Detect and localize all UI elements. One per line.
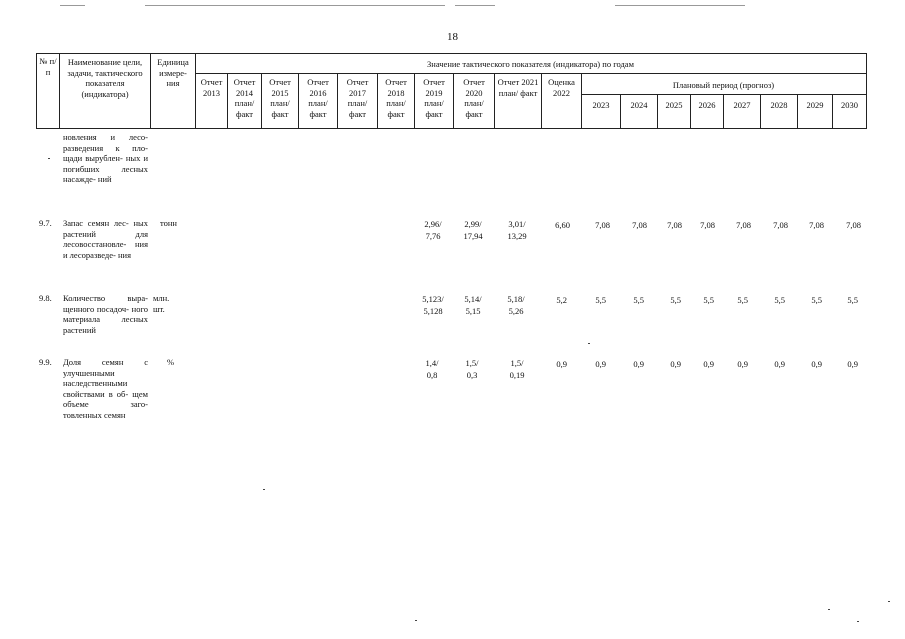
scan-speck — [48, 158, 50, 159]
scan-speck — [857, 621, 859, 622]
row-9-8-plan-2024: 5,5 — [633, 295, 644, 305]
row-9-8-value-2019: 5,123/ 5,128 — [422, 294, 444, 316]
header-plan-2026: 2026 — [698, 100, 716, 110]
scan-speck — [263, 489, 265, 490]
row-9-8-plan-2023: 5,5 — [595, 295, 606, 305]
header-year-2017: Отчет 2017 план/ факт — [346, 77, 369, 119]
header-number: № п/п — [39, 56, 57, 77]
row-9-8-plan-2027: 5,5 — [737, 295, 748, 305]
row-9-8-value-2020: 5,14/ 5,15 — [464, 294, 482, 316]
header-year-2019: Отчет 2019 план/ факт — [423, 77, 445, 119]
header-plan-2027: 2027 — [733, 100, 751, 110]
scan-edge-rule — [145, 5, 445, 6]
row-9-8-plan-2026: 5,5 — [703, 295, 714, 305]
row-9-7-value-2019: 2,96/ 7,76 — [424, 219, 442, 241]
row-9-9-plan-2025: 0,9 — [670, 359, 681, 369]
row-9-8-estimate-2022: 5,2 — [556, 295, 567, 305]
row-9-7-plan-2029: 7,08 — [809, 220, 824, 230]
header-year-2016: Отчет 2016 план/ факт — [307, 77, 329, 119]
row-9-8-plan-2029: 5,5 — [811, 295, 822, 305]
scan-edge-rule — [615, 5, 745, 6]
row-9-8-plan-2025: 5,5 — [670, 295, 681, 305]
row-9-7-value-2020: 2,99/ 17,94 — [463, 219, 483, 241]
header-year-2014: Отчет 2014 план/ факт — [233, 77, 256, 119]
scan-edge-rule — [60, 5, 85, 6]
row-9-7-estimate-2022: 6,60 — [555, 220, 570, 230]
header-year-2013: Отчет 2013 — [200, 77, 223, 98]
row-9-7-value-2021: 3,01/ 13,29 — [507, 219, 527, 241]
row-9-9-plan-2026: 0,9 — [703, 359, 714, 369]
row-9-8-plan-2030: 5,5 — [847, 295, 858, 305]
row-9-7-indicator-name: Запас семян лес- ных растений для лесовосстановле- ния и лесоразведе- ния — [63, 218, 148, 260]
row-9-8-value-2021: 5,18/ 5,26 — [507, 294, 525, 316]
row-9-9-number: 9.9. — [39, 357, 52, 367]
header-year-2015: Отчет 2015 план/ факт — [269, 77, 291, 119]
row-9-8-number: 9.8. — [39, 293, 52, 303]
scan-speck — [828, 609, 830, 610]
row-9-9-plan-2027: 0,9 — [737, 359, 748, 369]
scan-speck — [415, 620, 417, 621]
scan-speck — [588, 343, 590, 344]
row-9-9-plan-2023: 0,9 — [595, 359, 606, 369]
row-continuation-indicator-name: новления и лесо- разведения к пло- щади вырублен- ных и погибших лесных насажде- ний — [63, 132, 148, 184]
row-9-9-value-2021: 1,5/ 0,19 — [509, 358, 525, 380]
row-9-9-plan-2028: 0,9 — [774, 359, 785, 369]
header-indicator-name: Наименование цели, задачи, тактического показателя (индикатора) — [67, 57, 143, 99]
scan-edge-rule — [455, 5, 495, 6]
header-plan-2028: 2028 — [770, 100, 788, 110]
header-year-2018: Отчет 2018 план/ факт — [385, 77, 407, 119]
header-year-2020: Отчет 2020 план/ факт — [463, 77, 485, 119]
row-9-8-plan-2028: 5,5 — [774, 295, 785, 305]
row-9-7-plan-2025: 7,08 — [667, 220, 682, 230]
header-plan-2023: 2023 — [592, 100, 610, 110]
row-9-9-plan-2029: 0,9 — [811, 359, 822, 369]
row-9-9-value-2020: 1,5/ 0,3 — [465, 358, 479, 380]
header-estimate-2022: Оценка 2022 — [548, 77, 575, 98]
row-9-9-plan-2024: 0,9 — [633, 359, 644, 369]
row-9-7-unit: тонн — [160, 218, 177, 228]
header-plan-2029: 2029 — [806, 100, 824, 110]
row-9-9-estimate-2022: 0,9 — [556, 359, 567, 369]
row-9-7-number: 9.7. — [39, 218, 52, 228]
scan-speck — [888, 601, 890, 602]
row-9-9-unit: % — [167, 357, 175, 367]
row-9-7-plan-2024: 7,08 — [632, 220, 647, 230]
row-9-7-plan-2027: 7,08 — [736, 220, 751, 230]
header-plan-2025: 2025 — [665, 100, 683, 110]
row-9-8-indicator-name: Количество выра- щенного посадоч- ного материала лесных растений — [63, 293, 148, 335]
row-9-8-unit: млн. шт. — [153, 293, 170, 314]
header-plan-2024: 2024 — [630, 100, 648, 110]
row-9-9-indicator-name: Доля семян с улучшенными наследственными свойствами в об- щем объеме заго- товленных семян — [63, 357, 148, 420]
row-9-9-value-2019: 1,4/ 0,8 — [425, 358, 439, 380]
row-9-7-plan-2028: 7,08 — [773, 220, 788, 230]
header-plan-2030: 2030 — [841, 100, 858, 110]
row-9-7-plan-2030: 7,08 — [846, 220, 861, 230]
page-number: 18 — [447, 31, 458, 43]
header-unit: Единица измере- ния — [157, 57, 189, 88]
header-year-2021: Отчет 2021 план/ факт — [497, 77, 539, 98]
header-plan-period: Плановый период (прогноз) — [672, 80, 775, 90]
header-values-by-year: Значение тактического показателя (индикатора) по годам — [427, 59, 634, 69]
row-9-7-plan-2023: 7,08 — [595, 220, 610, 230]
row-9-9-plan-2030: 0,9 — [847, 359, 858, 369]
row-9-7-plan-2026: 7,08 — [700, 220, 715, 230]
